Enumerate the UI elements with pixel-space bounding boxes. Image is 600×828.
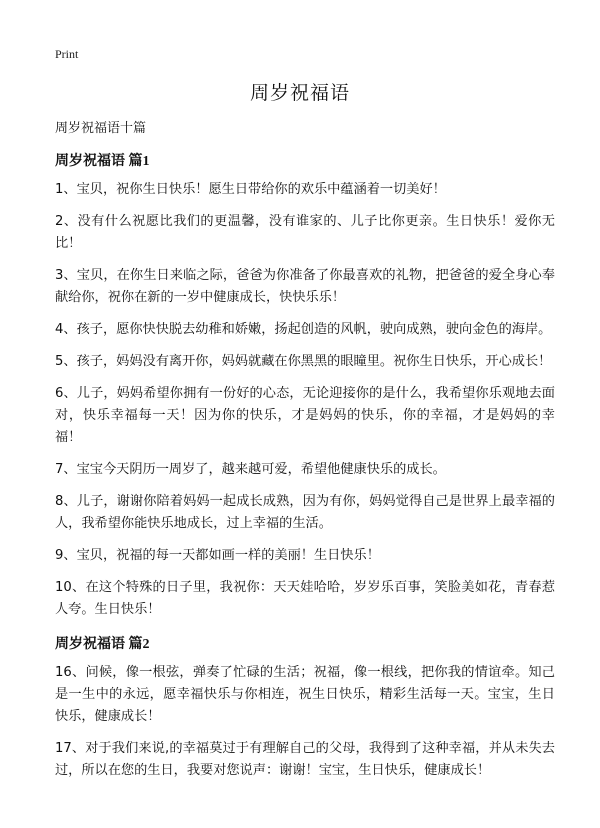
wish-paragraph: 2、没有什么祝愿比我们的更温馨，没有谁家的、儿子比你更亲。生日快乐！爱你无比！ — [55, 214, 555, 251]
section-heading-number: 篇2 — [125, 637, 150, 652]
wish-paragraph: 16、问候，像一根弦，弹奏了忙碌的生活；祝福，像一根线，把你我的情谊牵。知己是一生中的永远，愿幸福快乐与你相连，祝生日快乐，精彩生活每一天。宝宝，生日快乐，健康成长！ — [55, 665, 555, 724]
wish-paragraph: 5、孩子，妈妈没有离开你，妈妈就藏在你黑黑的眼瞳里。祝你生日快乐，开心成长！ — [55, 354, 552, 369]
section-heading-text: 周岁祝福语 — [55, 636, 125, 652]
print-link[interactable]: Print — [55, 47, 79, 61]
wish-paragraph: 3、宝贝，在你生日来临之际，爸爸为你准备了你最喜欢的礼物，把爸爸的爱全身心奉献给你，祝你在新的一岁中健康成长，快快乐乐！ — [55, 268, 555, 305]
wish-paragraph: 6、儿子，妈妈希望你拥有一份好的心态，无论迎接你的是什么，我希望你乐观地去面对，快乐幸福每一天！因为你的快乐，才是妈妈的快乐，你的幸福，才是妈妈的幸福！ — [55, 386, 555, 445]
wish-paragraph: 8、儿子，谢谢你陪着妈妈一起成长成熟，因为有你，妈妈觉得自己是世界上最幸福的人，我希望你能快乐地成长，过上幸福的生活。 — [55, 494, 555, 531]
wish-paragraph: 9、宝贝，祝福的每一天都如画一样的美丽！生日快乐！ — [55, 548, 380, 563]
wish-paragraph: 1、宝贝，祝你生日快乐！愿生日带给你的欢乐中蕴涵着一切美好！ — [55, 182, 446, 197]
section-heading-text: 周岁祝福语 — [55, 153, 125, 169]
wish-paragraph: 4、孩子，愿你快快脱去幼稚和娇嫩，扬起创造的风帆，驶向成熟，驶向金色的海岸。 — [55, 322, 552, 337]
section-heading-number: 篇1 — [125, 154, 150, 169]
section-heading — [55, 152, 555, 171]
section-1 — [55, 152, 555, 621]
page-title: 周岁祝福语 — [249, 82, 350, 104]
wish-paragraph: 17、对于我们来说,的幸福莫过于有理解自己的父母，我得到了这种幸福，并从未失去过，所以在您的生日，我要对您说声：谢谢！宝宝，生日快乐，健康成长！ — [55, 741, 555, 778]
wish-paragraph: 10、在这个特殊的日子里，我祝你：天天娃哈哈，岁岁乐百事，笑脸美如花，青春惹人夸。生日快乐！ — [55, 580, 555, 617]
wish-paragraph: 7、宝宝今天阴历一周岁了，越来越可爱，希望他健康快乐的成长。 — [55, 462, 446, 477]
section-heading — [55, 635, 555, 654]
article-body — [55, 120, 555, 792]
article-subtitle: 周岁祝福语十篇 — [55, 121, 147, 136]
section-2 — [55, 635, 555, 782]
